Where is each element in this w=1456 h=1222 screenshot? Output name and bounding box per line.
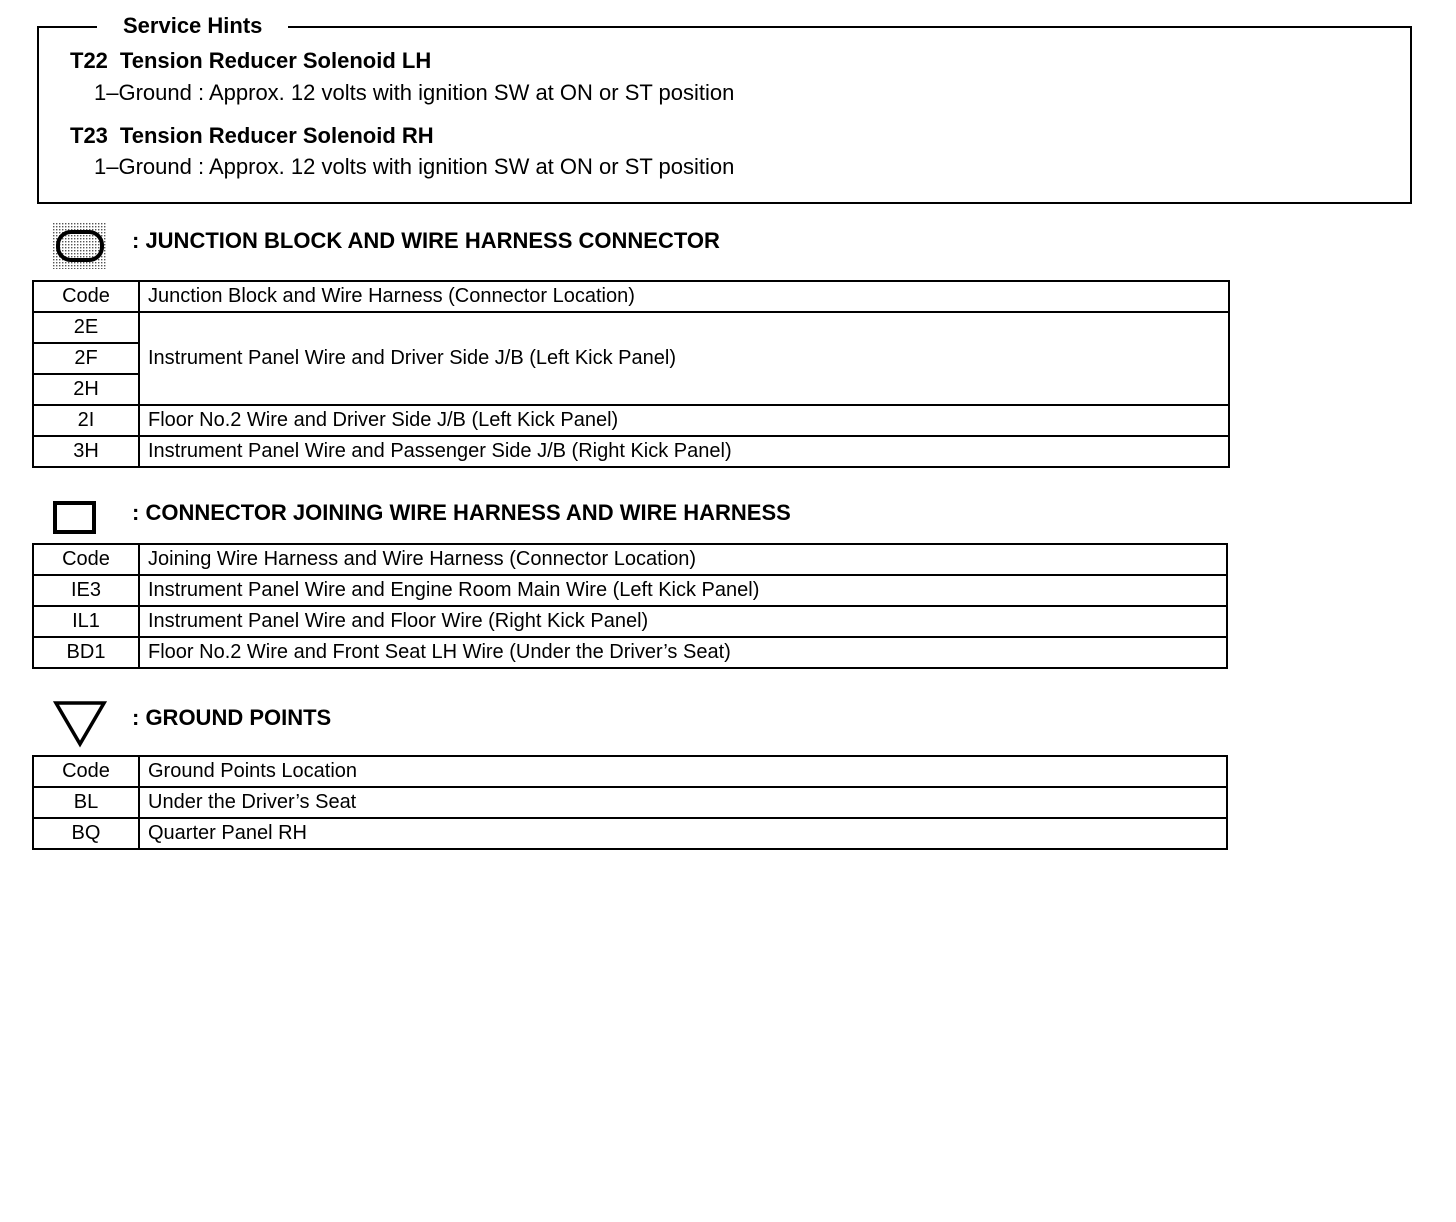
service-hints-title: Service Hints bbox=[97, 12, 288, 40]
code-cell: IL1 bbox=[33, 606, 139, 637]
code-cell: 2I bbox=[33, 405, 139, 436]
code-cell: 2H bbox=[33, 374, 139, 405]
code-header: Code bbox=[33, 756, 139, 787]
code-cell: BQ bbox=[33, 818, 139, 849]
code-cell: 2F bbox=[33, 343, 139, 374]
connector-table bbox=[32, 543, 1228, 669]
table-row bbox=[33, 818, 1227, 849]
table-header-row bbox=[33, 281, 1229, 312]
junction-block-icon bbox=[53, 223, 107, 269]
hint-component-t23 bbox=[70, 122, 434, 150]
code-header: Code bbox=[33, 281, 139, 312]
location-cell: Instrument Panel Wire and Floor Wire (Right Kick Panel) bbox=[139, 606, 1227, 637]
code-cell: IE3 bbox=[33, 575, 139, 606]
table-header-row bbox=[33, 756, 1227, 787]
location-header: Junction Block and Wire Harness (Connector Location) bbox=[139, 281, 1229, 312]
code-cell: BL bbox=[33, 787, 139, 818]
table-row bbox=[33, 405, 1229, 436]
table-row bbox=[33, 606, 1227, 637]
connector-section-heading: : CONNECTOR JOINING WIRE HARNESS AND WIRE HARNESS bbox=[132, 500, 791, 525]
table-row bbox=[33, 637, 1227, 668]
location-cell: Floor No.2 Wire and Front Seat LH Wire (Under the Driver’s Seat) bbox=[139, 637, 1227, 668]
table-row bbox=[33, 575, 1227, 606]
hint-name: Tension Reducer Solenoid LH bbox=[119, 48, 432, 73]
table-header-row bbox=[33, 544, 1227, 575]
code-header: Code bbox=[33, 544, 139, 575]
junction-table bbox=[32, 280, 1230, 468]
hint-component-t22 bbox=[70, 47, 431, 75]
junction-section-heading: : JUNCTION BLOCK AND WIRE HARNESS CONNECTOR bbox=[132, 228, 720, 253]
ground-section-heading: : GROUND POINTS bbox=[132, 705, 332, 730]
ground-table bbox=[32, 755, 1228, 850]
hint-code: T22 bbox=[70, 48, 108, 73]
location-header: Joining Wire Harness and Wire Harness (Connector Location) bbox=[139, 544, 1227, 575]
connector-square-icon bbox=[53, 501, 97, 535]
hint-spec-t23: 1–Ground : Approx. 12 volts with ignition SW at ON or ST position bbox=[94, 154, 735, 179]
table-row bbox=[33, 787, 1227, 818]
hint-code: T23 bbox=[70, 123, 108, 148]
hint-spec-t22: 1–Ground : Approx. 12 volts with ignition SW at ON or ST position bbox=[94, 80, 735, 105]
location-cell: Instrument Panel Wire and Passenger Side J/B (Right Kick Panel) bbox=[139, 436, 1229, 467]
code-cell: 3H bbox=[33, 436, 139, 467]
hint-name: Tension Reducer Solenoid RH bbox=[119, 123, 434, 148]
location-cell: Floor No.2 Wire and Driver Side J/B (Left Kick Panel) bbox=[139, 405, 1229, 436]
code-cell: BD1 bbox=[33, 637, 139, 668]
location-cell: Under the Driver’s Seat bbox=[139, 787, 1227, 818]
location-cell: Instrument Panel Wire and Driver Side J/B (Left Kick Panel) bbox=[139, 312, 1229, 405]
table-row bbox=[33, 436, 1229, 467]
location-cell: Instrument Panel Wire and Engine Room Main Wire (Left Kick Panel) bbox=[139, 575, 1227, 606]
table-row bbox=[33, 312, 1229, 343]
ground-triangle-icon bbox=[53, 700, 107, 748]
location-cell: Quarter Panel RH bbox=[139, 818, 1227, 849]
code-cell: 2E bbox=[33, 312, 139, 343]
location-header: Ground Points Location bbox=[139, 756, 1227, 787]
